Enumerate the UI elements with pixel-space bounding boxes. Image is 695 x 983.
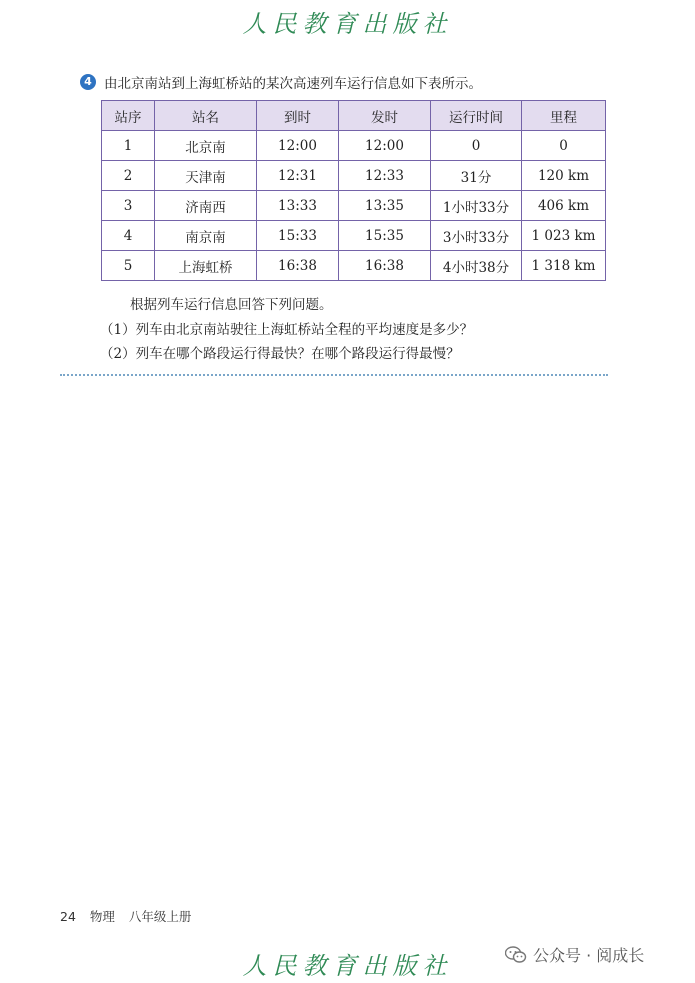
cell-station-name: 南京南 <box>155 221 257 251</box>
publisher-logo-top: 人民教育出版社 <box>242 10 453 38</box>
cell-station-name: 济南西 <box>155 191 257 221</box>
cell-arrival: 13:33 <box>257 191 339 221</box>
cell-arrival: 12:31 <box>257 161 339 191</box>
footer-grade: 八年级上册 <box>128 909 192 924</box>
instructions-intro: 根据列车运行信息回答下列问题。 <box>130 297 333 313</box>
question-4 <box>80 72 482 92</box>
header-arrival: 到时 <box>257 101 339 131</box>
header-run-time: 运行时间 <box>431 101 522 131</box>
header-distance: 里程 <box>522 101 606 131</box>
cell-run-time: 4小时38分 <box>431 251 522 281</box>
cell-arrival: 15:33 <box>257 221 339 251</box>
cell-station-order: 1 <box>102 131 155 161</box>
header-departure: 发时 <box>339 101 431 131</box>
publisher-logo-bottom: 人民教育出版社 <box>242 952 453 980</box>
cell-distance: 1 023 km <box>522 221 606 251</box>
cell-run-time: 1小时33分 <box>431 191 522 221</box>
cell-arrival: 16:38 <box>257 251 339 281</box>
footer-subject: 物理 <box>89 909 115 924</box>
cell-run-time: 31分 <box>431 161 522 191</box>
table-row <box>102 161 606 191</box>
cell-distance: 1 318 km <box>522 251 606 281</box>
cell-run-time: 0 <box>431 131 522 161</box>
question-text: 由北京南站到上海虹桥站的某次高速列车运行信息如下表所示。 <box>104 76 482 92</box>
cell-station-name: 上海虹桥 <box>155 251 257 281</box>
cell-departure: 16:38 <box>339 251 431 281</box>
cell-station-order: 4 <box>102 221 155 251</box>
cell-station-order: 5 <box>102 251 155 281</box>
cell-distance: 406 km <box>522 191 606 221</box>
train-schedule-table <box>101 100 606 281</box>
cell-run-time: 3小时33分 <box>431 221 522 251</box>
table-header-row <box>102 101 606 131</box>
cell-station-name: 天津南 <box>155 161 257 191</box>
cell-station-order: 3 <box>102 191 155 221</box>
cell-station-name: 北京南 <box>155 131 257 161</box>
table-row <box>102 251 606 281</box>
header-station-order: 站序 <box>102 101 155 131</box>
cell-departure: 13:35 <box>339 191 431 221</box>
answer-area-divider <box>60 374 608 376</box>
wechat-icon <box>505 946 527 964</box>
cell-arrival: 12:00 <box>257 131 339 161</box>
page-footer <box>60 907 201 925</box>
wechat-watermark <box>505 943 644 966</box>
table-row <box>102 221 606 251</box>
cell-departure: 12:00 <box>339 131 431 161</box>
page-number: 24 <box>60 909 76 924</box>
cell-departure: 15:35 <box>339 221 431 251</box>
cell-departure: 12:33 <box>339 161 431 191</box>
cell-distance: 120 km <box>522 161 606 191</box>
cell-station-order: 2 <box>102 161 155 191</box>
header-station-name: 站名 <box>155 101 257 131</box>
watermark-text: 公众号 · 阅成长 <box>533 946 645 965</box>
table-row <box>102 131 606 161</box>
sub-question-1: （1）列车由北京南站驶往上海虹桥站全程的平均速度是多少？ <box>100 322 474 338</box>
sub-question-2: （2）列车在哪个路段运行得最快？在哪个路段运行得最慢？ <box>100 346 460 362</box>
cell-distance: 0 <box>522 131 606 161</box>
question-number-badge: 4 <box>80 74 96 90</box>
table-row <box>102 191 606 221</box>
